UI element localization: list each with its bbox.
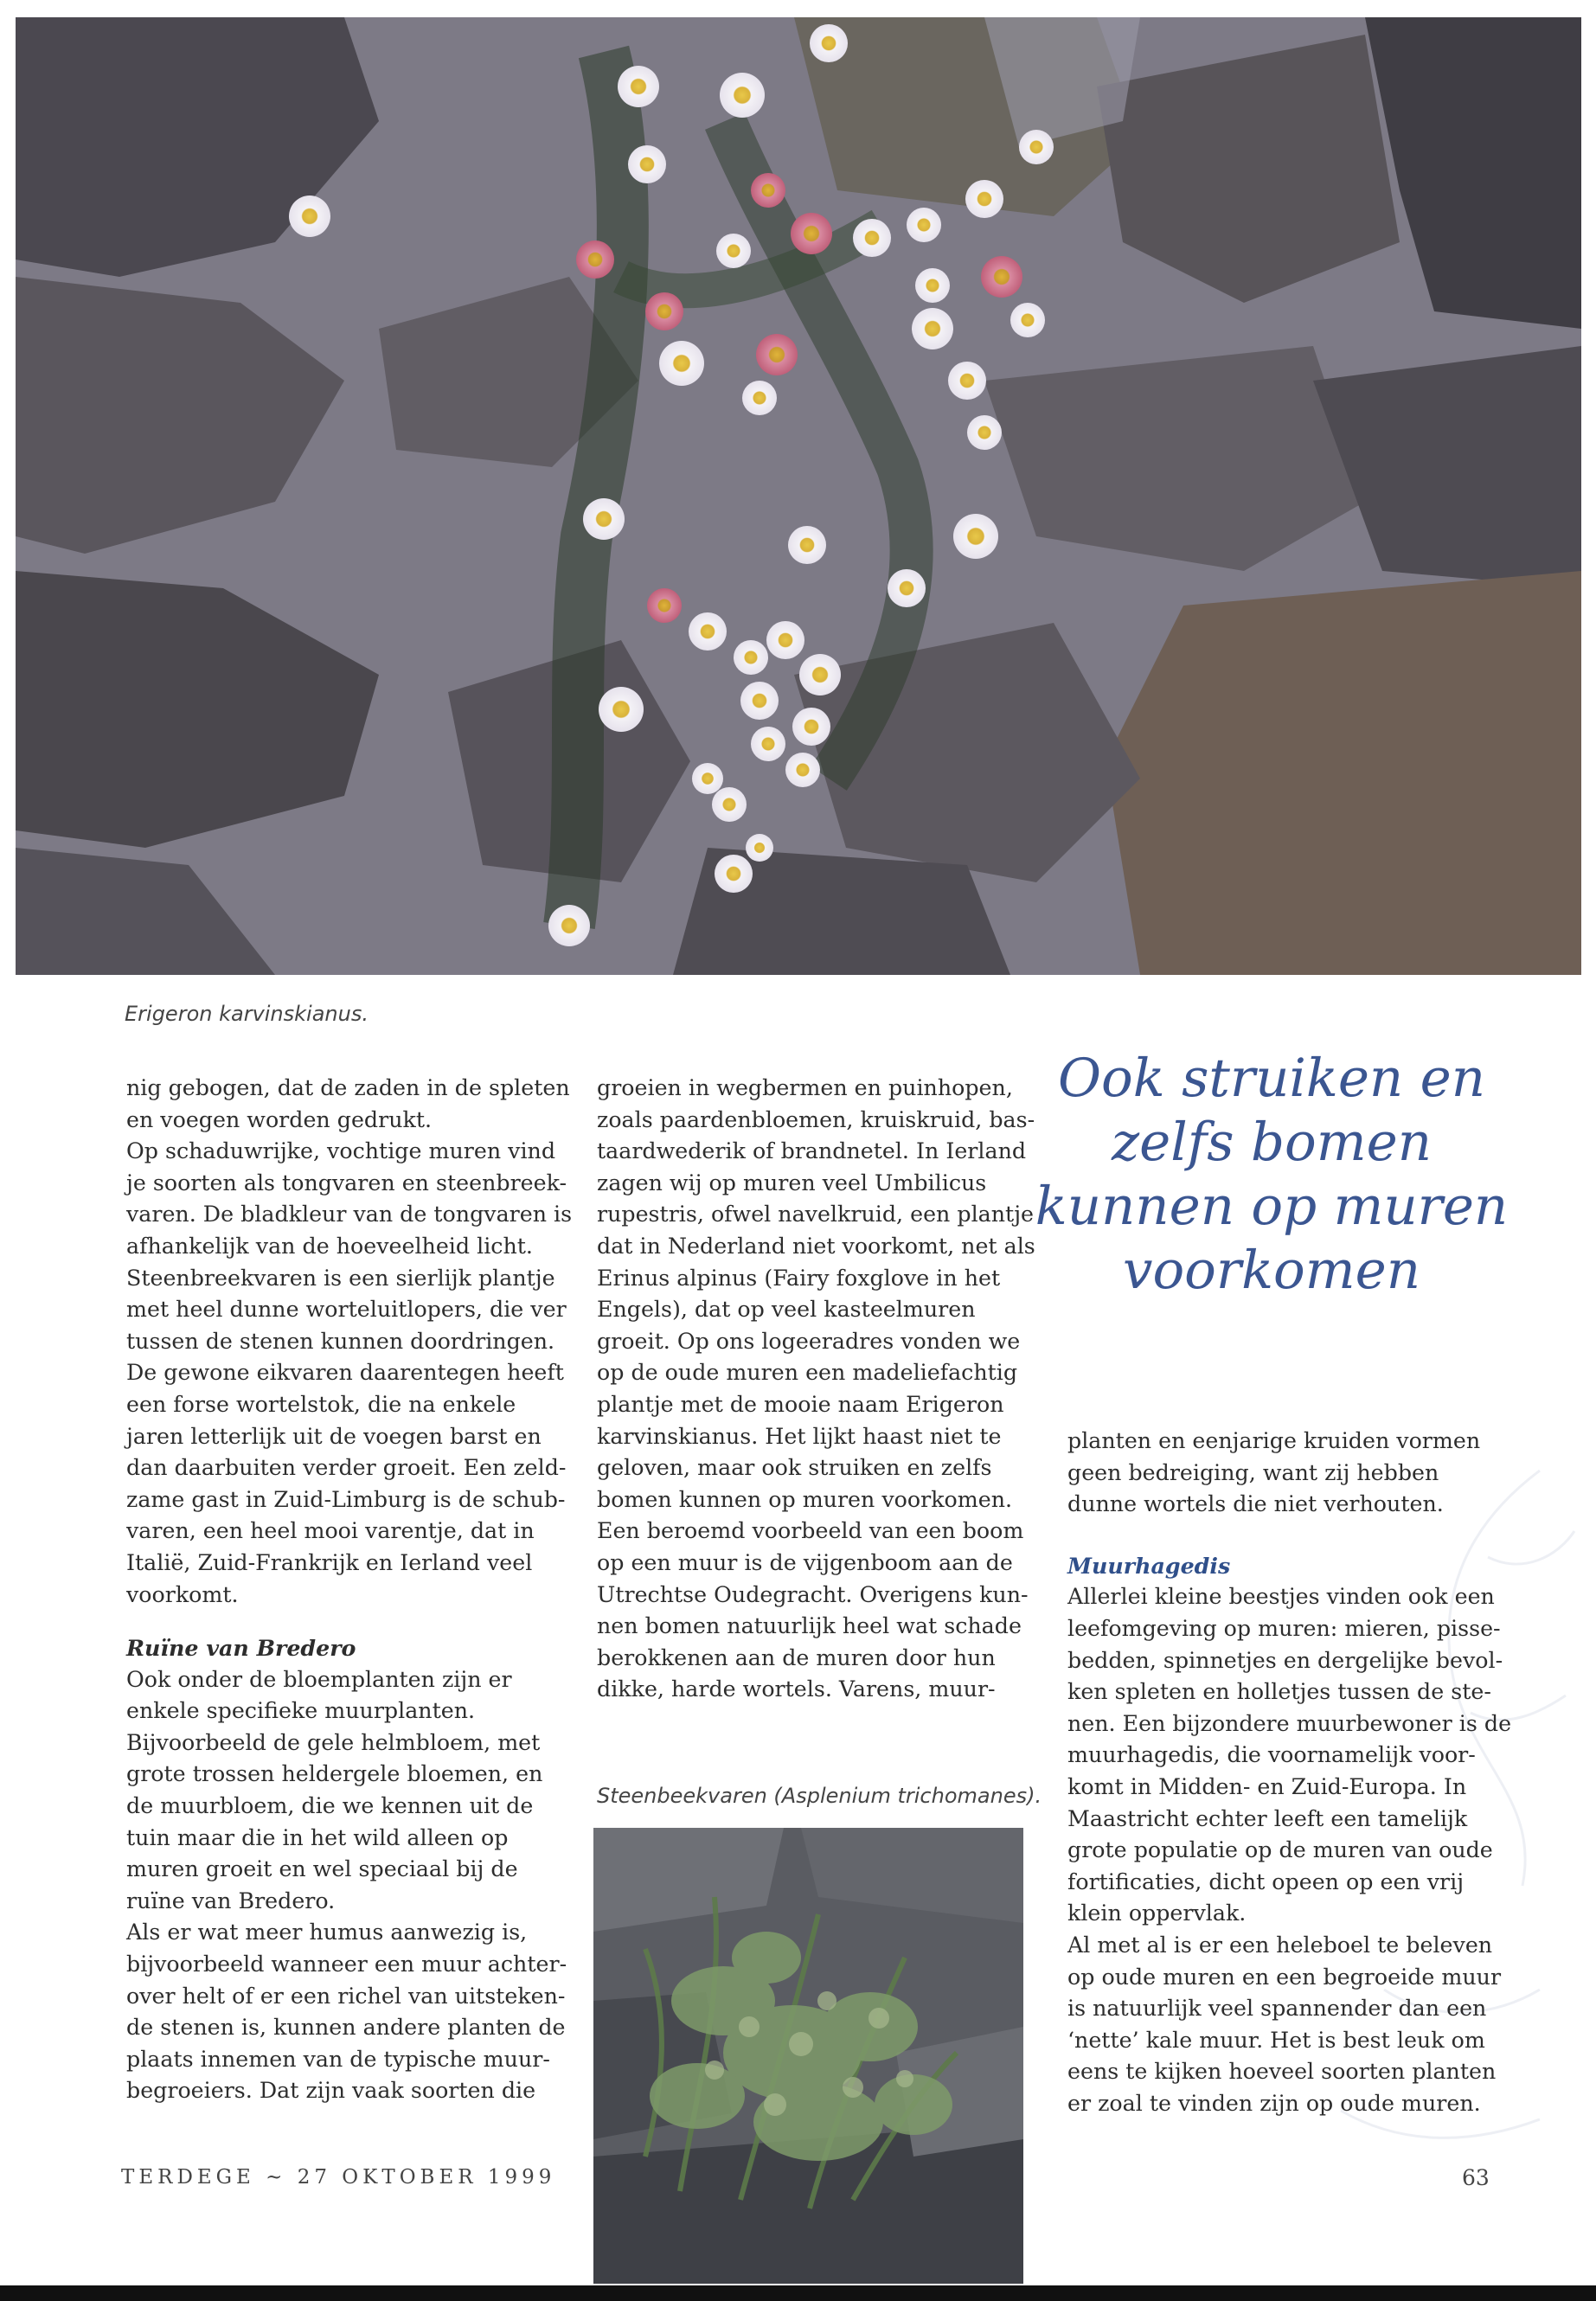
footer-publication: TERDEGE ~ 27 OKTOBER 1999: [121, 2166, 556, 2189]
photo-steenbeekvaren-image: [593, 1828, 1023, 2284]
col1-body: Ook onder de bloemplanten zijn er enkele specifieke muurplanten. Bijvoorbeeld de gele helmbloem, met grote trossen heldergele bloemen, en de muurbloem, die we kennen uit de tuin maar die in het wild alleen op muren groeit en wel speciaal bij de ruïne van Bredero. Als er wat meer humus aanwezig is, bijvoorbeeld wanneer een muur achter- over helt of er een richel van uitsteken- de stenen is, kunnen andere planten de plaats innemen van de typische muur- begroeiers. Dat zijn vaak soorten die: [126, 1666, 567, 2104]
col3-intro: planten en eenjarige kruiden vormen geen bedreiging, want zij hebben dunne wortels die niet verhouten.: [1067, 1428, 1481, 1517]
col1-intro: nig gebogen, dat de zaden in de spleten en voegen worden gedrukt. Op schaduwrijke, vochtige muren vind je soorten als tongvaren en steenbreek- varen. De bladkleur van de tongvaren is afhankelijk van de hoeveelheid licht. Steenbreekvaren is een sierlijk plantje met heel dunne worteluitlopers, die ver tussen de stenen kunnen doordringen. De gewone eikvaren daarentegen heeft een forse wortelstok, die na enkele jaren letterlijk uit de voegen barst en dan daarbuiten verder groeit. Een zeld- zame gast in Zuid-Limburg is de schub- varen, een heel mooi varentje, dat in Italië, Zuid-Frankrijk en Ierland veel voorkomt.: [126, 1075, 573, 1607]
subhead-muurhagedis: Muurhagedis: [1067, 1552, 1231, 1579]
scan-edge: [0, 2285, 1596, 2301]
pull-quote: Ook struiken en zelfs bomen kunnen op muren voorkomen: [1035, 1048, 1509, 1301]
col3-body: Allerlei kleine beestjes vinden ook een leefomgeving op muren: mieren, pisse- bedden, spinnetjes en dergelijke bevol- ken spleten en holletjes tussen de ste- nen. Een bijzondere muurbewoner is de muurhagedis, die voornamelijk voor- komt in Midden- en Zuid-Europa. In Maastricht echter leeft een tamelijk grote populatie op de muren van oude fortificaties, dicht opeen op een vrij klein oppervlak. Al met al is er een heleboel te beleven op oude muren en een begroeide muur is natuurlijk veel spannender dan een ‘nette’ kale muur. Het is best leuk om eens te kijken hoeveel soorten planten er zoal te vinden zijn op oude muren.: [1067, 1584, 1512, 2116]
col2-body: groeien in wegbermen en puinhopen, zoals paardenbloemen, kruiskruid, bas- taardwederik of brandnetel. In Ierland zagen wij op muren veel Umbilicus rupestris, ofwel navelkruid, een plantje dat in Nederland niet voorkomt, net als Erinus alpinus (Fairy foxglove in het Engels), dat op veel kasteelmuren groeit. Op ons logeeradres vonden we op de oude muren een madeliefachtig plantje met de mooie naam Erigeron karvinskianus. Het lijkt haast niet te geloven, maar ook struiken en zelfs bomen kunnen op muren voorkomen. Een beroemd voorbeeld van een boom op een muur is de vijgenboom aan de Utrechtse Oudegracht. Overigens kun- nen bomen natuurlijk heel wat schade berokkenen aan de muren door hun dikke, harde wortels. Varens, muur-: [597, 1075, 1035, 1702]
photo-caption-steenbeekvaren: Steenbeekvaren (Asplenium trichomanes).: [597, 1784, 1042, 1808]
column-3: [1067, 1426, 1517, 2119]
column-2: [597, 1073, 1047, 1706]
photo-erigeron: [16, 17, 1581, 975]
photo-erigeron-image: [16, 17, 1581, 975]
photo-steenbeekvaren: [593, 1828, 1023, 2284]
photo-caption-erigeron: Erigeron karvinskianus.: [125, 1002, 369, 1026]
column-1: [126, 1073, 576, 2107]
subhead-ruine-van-bredero: Ruïne van Bredero: [126, 1635, 356, 1662]
page-number: 63: [1462, 2165, 1490, 2190]
